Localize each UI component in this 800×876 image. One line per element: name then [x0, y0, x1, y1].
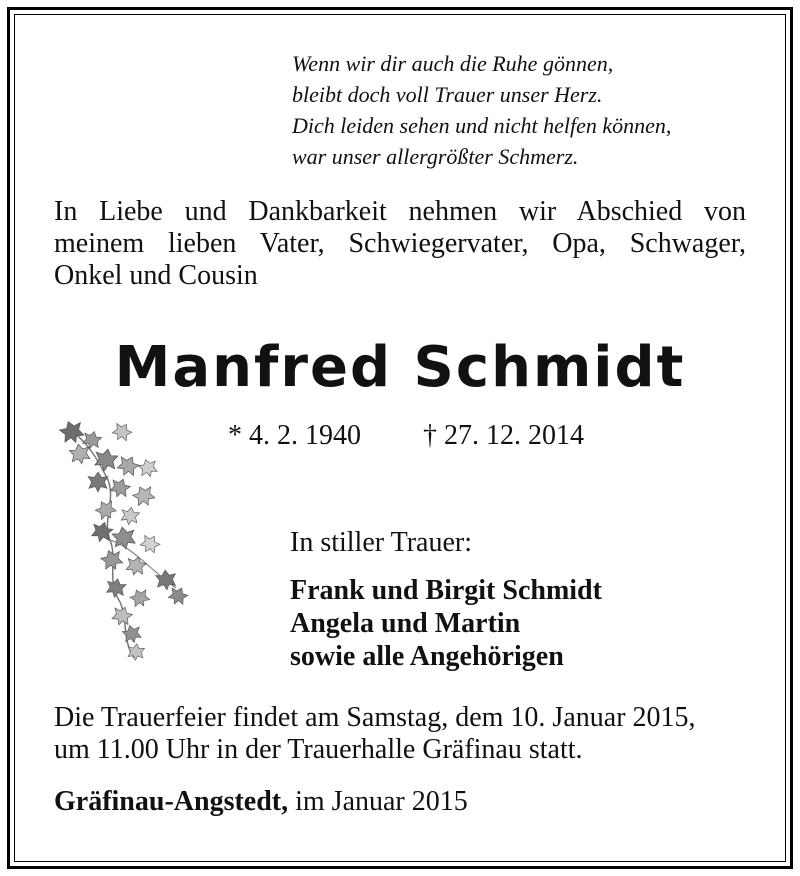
poem-line: bleibt doch voll Trauer unser Herz. [292, 82, 603, 107]
poem-line: war unser allergrößter Schmerz. [292, 144, 579, 169]
birth-date: * 4. 2. 1940 [228, 420, 361, 451]
ivy-vine-icon [58, 420, 192, 664]
funeral-line: um 11.00 Uhr in der Trauerhalle Gräfinau statt. [54, 734, 583, 765]
funeral-line: Die Trauerfeier findet am Samstag, dem 10. Januar 2015, [54, 702, 696, 733]
poem [292, 48, 671, 172]
intro-line: In Liebe und Dankbarkeit nehmen wir Abschied von [54, 196, 746, 227]
signature-place: Gräfinau-Angstedt, [54, 786, 289, 817]
intro-text [54, 196, 746, 292]
intro-line: Onkel und Cousin [54, 260, 258, 291]
intro-line: meinem lieben Vater, Schwiegervater, Opa, Schwager, [54, 228, 746, 259]
death-date: † 27. 12. 2014 [423, 420, 584, 451]
signature-date: im Januar 2015 [295, 786, 468, 817]
poem-line: Dich leiden sehen und nicht helfen können, [292, 113, 672, 138]
mourner-line: sowie alle Angehörigen [290, 641, 564, 672]
signature-line [54, 786, 468, 818]
life-dates [228, 420, 584, 452]
mourners-list [290, 574, 602, 673]
funeral-notice [54, 702, 696, 766]
mourning-label: In stiller Trauer: [290, 527, 472, 558]
deceased-name: Manfred Schmidt [114, 335, 686, 400]
mourner-line: Frank und Birgit Schmidt [290, 575, 602, 606]
poem-line: Wenn wir dir auch die Ruhe gönnen, [292, 51, 614, 76]
mourner-line: Angela und Martin [290, 608, 521, 639]
